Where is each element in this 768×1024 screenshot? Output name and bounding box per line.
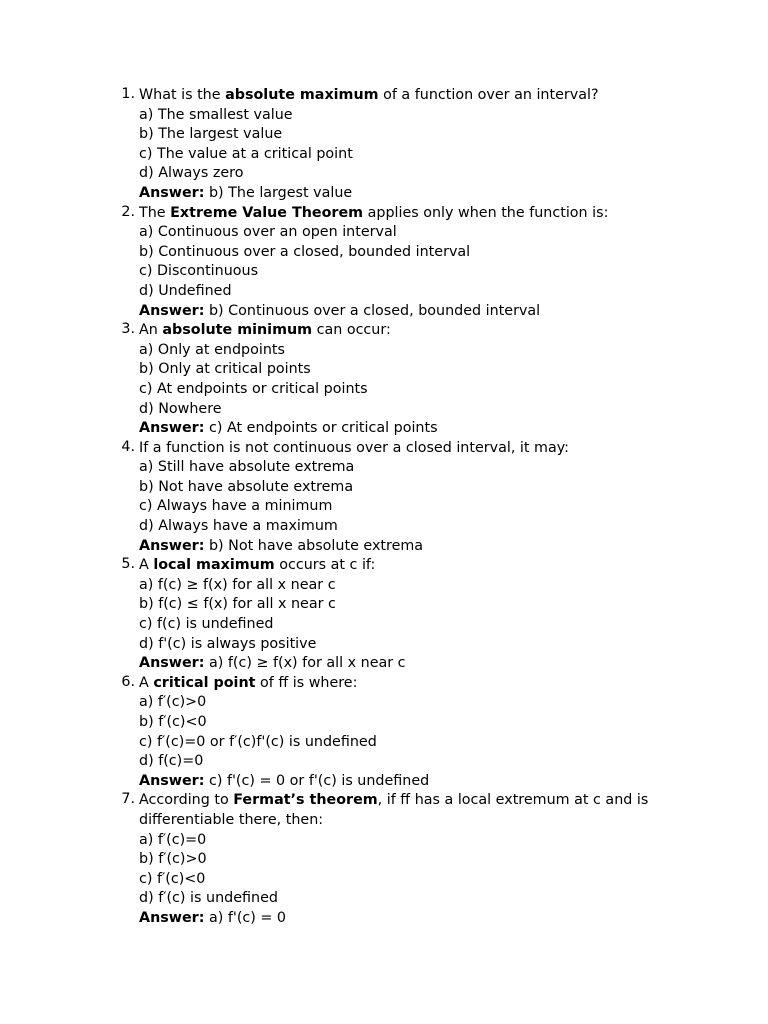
- answer-option: d) Always have a maximum: [139, 518, 338, 535]
- answer-label: Answer:: [139, 302, 205, 319]
- question-item: [114, 204, 654, 322]
- question-stem: [139, 321, 654, 341]
- question-stem: [139, 674, 654, 694]
- answer-label: Answer:: [139, 655, 205, 672]
- answer-option: d) Undefined: [139, 282, 232, 299]
- answer-line: [139, 302, 654, 322]
- answer-label: Answer:: [139, 772, 205, 789]
- answer-line: [139, 419, 654, 439]
- answer-option: b) Only at critical points: [139, 361, 311, 378]
- answer-line: [139, 909, 654, 929]
- question-item: [114, 556, 654, 674]
- answer-text: b) The largest value: [204, 184, 353, 201]
- stem-text: The: [139, 204, 171, 221]
- question-number: 7.: [121, 791, 135, 808]
- answer-label: Answer:: [139, 184, 205, 201]
- answer-option: d) f′(c) is undefined: [139, 890, 278, 907]
- answer-option: d) f'(c) is always positive: [139, 635, 317, 652]
- stem-bold-term: absolute maximum: [225, 87, 379, 103]
- question-stem: [139, 86, 654, 106]
- stem-bold-term: critical point: [153, 674, 256, 691]
- answer-option: a) Still have absolute extrema: [139, 459, 355, 476]
- answer-text: a) f(c) ≥ f(x) for all x near c: [204, 655, 406, 672]
- answer-option: a) f′(c)>0: [139, 694, 207, 711]
- stem-bold-term: local maximum: [153, 557, 275, 574]
- answer-label: Answer:: [139, 537, 205, 554]
- answer-text: b) Continuous over a closed, bounded interval: [204, 302, 541, 319]
- answer-option: d) f(c)=0: [139, 753, 204, 770]
- answer-option: b) f(c) ≤ f(x) for all x near c: [139, 596, 336, 613]
- question-item: [114, 791, 654, 928]
- answer-option: b) Continuous over a closed, bounded interval: [139, 243, 471, 260]
- answer-option: a) f′(c)=0: [139, 831, 207, 848]
- question-number: 4.: [121, 438, 135, 455]
- answer-line: [139, 537, 654, 557]
- answer-option: b) Not have absolute extrema: [139, 478, 354, 495]
- answer-option: b) f′(c)>0: [139, 851, 207, 868]
- stem-text: occurs at c if:: [274, 557, 376, 574]
- answer-option: d) Always zero: [139, 165, 244, 182]
- question-number: 2.: [121, 203, 135, 220]
- question-item: [114, 439, 654, 557]
- stem-text: can occur:: [312, 322, 391, 339]
- answer-option: c) Always have a minimum: [139, 498, 333, 515]
- question-item: [114, 86, 654, 204]
- answer-text: a) f'(c) = 0: [204, 909, 287, 926]
- answer-option: d) Nowhere: [139, 400, 222, 417]
- answer-option: a) The smallest value: [139, 106, 293, 123]
- answer-option: c) f(c) is undefined: [139, 616, 274, 633]
- answer-option: c) f′(c)<0: [139, 870, 206, 887]
- answer-option: b) f′(c)<0: [139, 714, 207, 730]
- quiz-list: [114, 86, 654, 929]
- stem-text: applies only when the function is:: [363, 204, 609, 221]
- answer-label: Answer:: [139, 909, 205, 926]
- question-stem: [139, 791, 654, 830]
- stem-bold-term: absolute minimum: [162, 322, 313, 339]
- answer-option: a) Only at endpoints: [139, 341, 285, 358]
- answer-text: c) At endpoints or critical points: [204, 420, 438, 437]
- answer-option: b) The largest value: [139, 126, 283, 143]
- question-stem: [139, 556, 654, 576]
- question-stem: [139, 439, 654, 459]
- answer-option: c) f′(c)=0 or f′(c)f'(c) is undefined: [139, 733, 377, 750]
- answer-text: c) f'(c) = 0 or f'(c) is undefined: [204, 772, 430, 789]
- answer-option: a) Continuous over an open interval: [139, 224, 397, 241]
- answer-line: [139, 654, 654, 674]
- stem-bold-term: Fermat’s theorem: [233, 792, 378, 809]
- question-item: [114, 674, 654, 792]
- answer-text: b) Not have absolute extrema: [204, 537, 424, 554]
- stem-text: A: [139, 674, 154, 691]
- question-number: 1.: [121, 86, 135, 102]
- answer-option: c) Discontinuous: [139, 263, 259, 280]
- stem-text: A: [139, 557, 154, 574]
- question-number: 3.: [121, 321, 135, 338]
- answer-line: [139, 772, 654, 792]
- answer-option: c) At endpoints or critical points: [139, 380, 368, 397]
- stem-text: of a function over an interval?: [378, 87, 599, 103]
- question-stem: [139, 204, 654, 224]
- stem-text: of ff is where:: [255, 674, 358, 691]
- answer-line: [139, 184, 654, 204]
- stem-text: What is the: [139, 87, 226, 103]
- stem-bold-term: Extreme Value Theorem: [170, 204, 364, 221]
- stem-text: If a function is not continuous over a closed interval, it may:: [139, 439, 569, 456]
- stem-text: An: [139, 322, 163, 339]
- answer-option: a) f(c) ≥ f(x) for all x near c: [139, 576, 336, 593]
- question-item: [114, 321, 654, 439]
- answer-label: Answer:: [139, 420, 205, 437]
- answer-option: c) The value at a critical point: [139, 145, 353, 162]
- question-number: 6.: [121, 673, 135, 690]
- question-number: 5.: [121, 556, 135, 573]
- stem-text: According to: [139, 792, 234, 809]
- stem-text: , if ff has a local extremum at c and is differentiable there, then:: [139, 792, 649, 828]
